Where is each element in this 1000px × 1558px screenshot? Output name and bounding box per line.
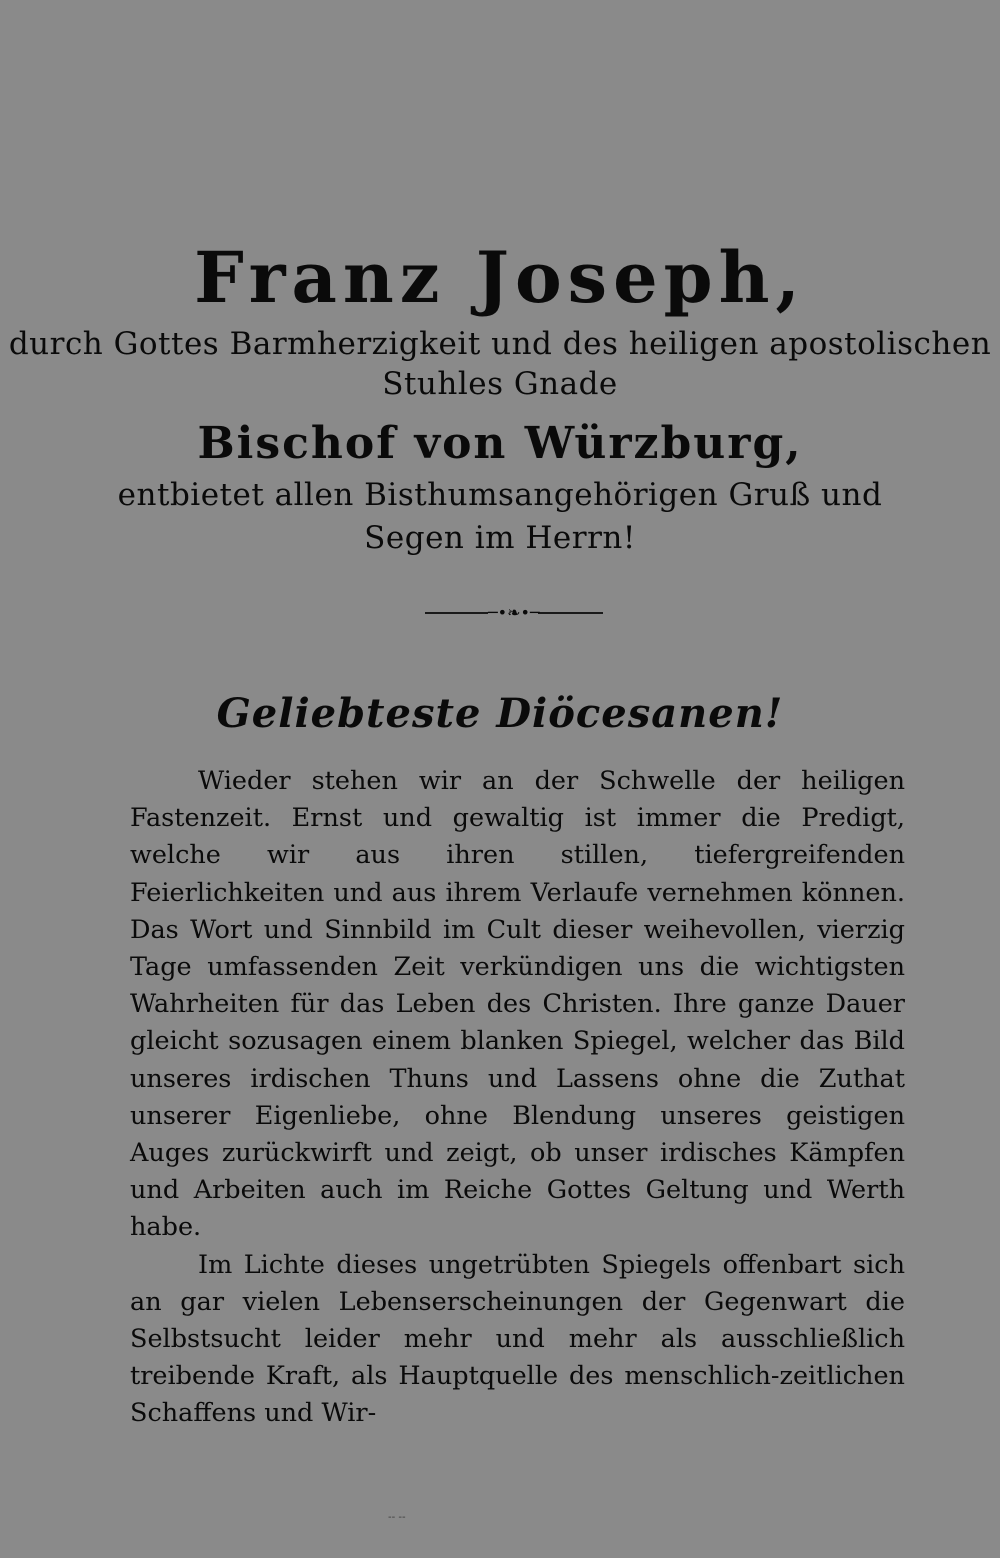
page-title: Franz Joseph, [194,236,806,319]
letter-body [130,763,905,1433]
paragraph: Wieder stehen wir an der Schwelle der heiligen Fastenzeit. Ernst und gewaltig ist immer die Predigt, welche wir aus ihren stillen, tiefergreifenden Feierlichkeiten und aus ihrem Verlaufe vernehmen können. Das Wort und Sinnbild im Cult dieser weihevollen, vierzig Tage umfassenden Zeit verkündigen uns die wichtigsten Wahrheiten für das Leben des Christen. Ihre ganze Dauer gleicht sozusagen einem blanken Spiegel, welcher das Bild unseres irdischen Thuns und Lassens ohne die Zuthat unserer Eigenliebe, ohne Blendung unseres geistigen Auges zurückwirft und zeigt, ob unser irdisches Kämpfen und Arbeiten auch im Reiche Gottes Geltung und Werth habe. [130,766,905,1243]
bishop-heading: Bischof von Würzburg, [197,418,803,469]
divider-ornament-icon: ─•❧•─ [488,603,540,622]
greeting-line-2: Segen im Herrn! [364,520,636,556]
greeting-line-1: entbietet allen Bisthumsangehörigen Gruß und [117,477,883,513]
title-subline-2: Stuhles Gnade [382,366,618,402]
page-footmark: -- -- [388,1512,406,1523]
title-subline-1: durch Gottes Barmherzigkeit und des heiligen apostolischen [8,326,992,362]
salutation: Geliebteste Diöcesanen! [216,690,784,737]
paragraph: Im Lichte dieses ungetrübten Spiegels offenbart sich an gar vielen Lebenserscheinungen der Gegenwart die Selbstsucht leider mehr und mehr als ausschließlich treibende Kraft, als Hauptquelle des menschlich-zeitlichen Schaffens und Wir- [130,1249,905,1429]
